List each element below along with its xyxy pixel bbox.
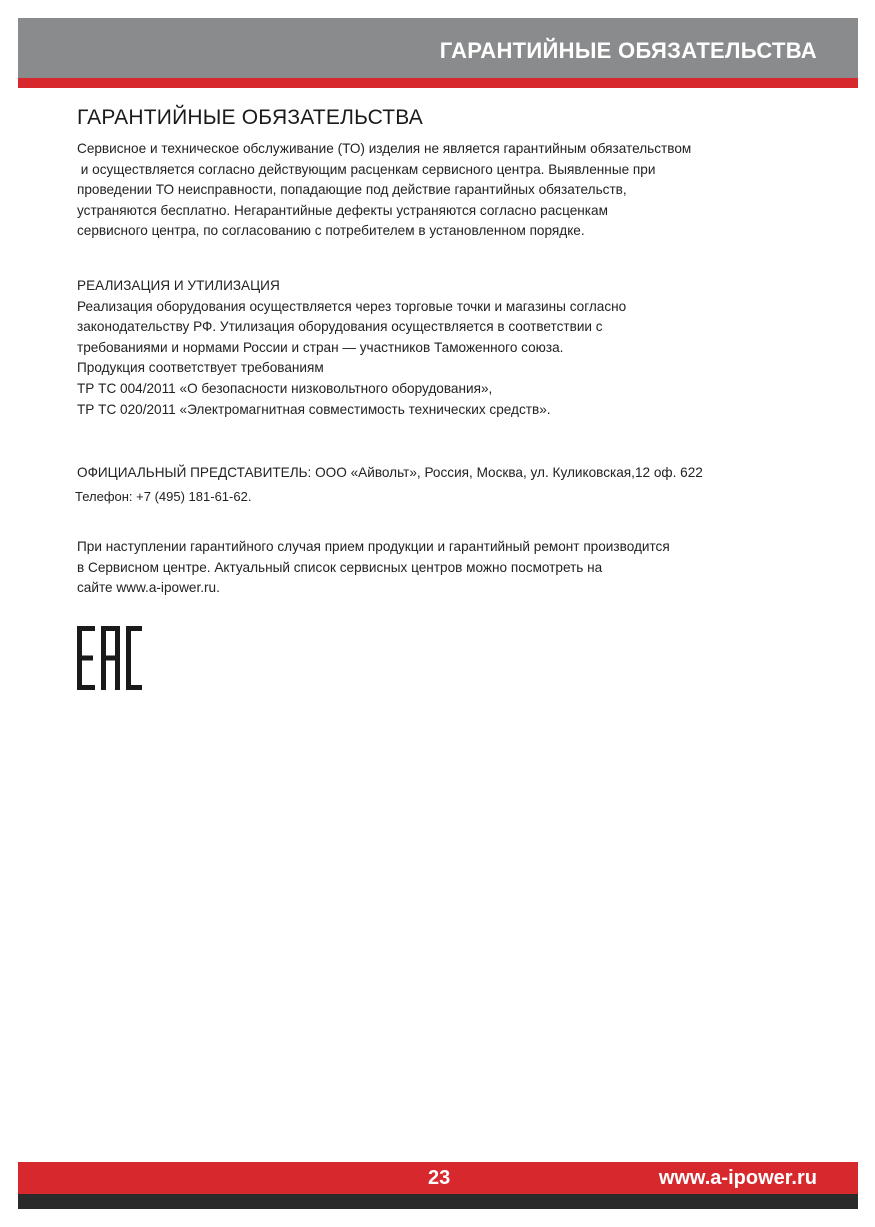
header-accent-stripe	[18, 78, 858, 88]
warranty-line: проведении ТО неисправности, попадающие под действие гарантийных обязательств,	[77, 182, 627, 198]
realization-line: Продукция соответствует требованиям	[77, 360, 324, 376]
warranty-line: и осуществляется согласно действующим расценкам сервисного центра. Выявленные при	[77, 161, 656, 177]
footer-website-link[interactable]: www.a-ipower.ru	[658, 1167, 817, 1189]
official-representative: ОФИЦИАЛЬНЫЙ ПРЕДСТАВИТЕЛЬ: ООО «Айвольт», Россия, Москва, ул. Куликовская,12 оф. 622	[77, 465, 703, 480]
page-number: 23	[428, 1167, 451, 1189]
realization-section	[77, 276, 626, 420]
realization-line: ТР ТС 004/2011 «О безопасности низковольтного оборудования»,	[77, 380, 493, 396]
service-line: При наступлении гарантийного случая прием продукции и гарантийный ремонт производится	[77, 539, 670, 554]
realization-line: ТР ТС 020/2011 «Электромагнитная совместимость технических средств».	[77, 401, 551, 417]
eac-mark-icon	[77, 626, 143, 692]
eac-certification-logo	[77, 626, 143, 697]
warranty-paragraph	[77, 139, 691, 242]
footer-dark-band	[18, 1194, 858, 1209]
warranty-line: устраняются бесплатно. Негарантийные дефекты устраняются согласно расценкам	[77, 202, 608, 218]
header-title: ГАРАНТИЙНЫЕ ОБЯЗАТЕЛЬСТВА	[439, 38, 817, 63]
realization-line: Реализация оборудования осуществляется через торговые точки и магазины согласно	[77, 298, 627, 314]
phone-number: Телефон: +7 (495) 181-61-62.	[75, 489, 252, 504]
page-title: ГАРАНТИЙНЫЕ ОБЯЗАТЕЛЬСТВА	[77, 106, 424, 129]
service-line: в Сервисном центре. Актуальный список сервисных центров можно посмотреть на	[77, 559, 603, 575]
realization-line: требованиями и нормами России и стран — участников Таможенного союза.	[77, 339, 564, 355]
realization-title: РЕАЛИЗАЦИЯ И УТИЛИЗАЦИЯ	[77, 278, 280, 293]
service-line: сайте www.a-ipower.ru.	[77, 580, 220, 596]
warranty-line: Сервисное и техническое обслуживание (ТО) изделия не является гарантийным обязательством	[77, 141, 692, 156]
warranty-line: сервисного центра, по согласованию с потребителем в установленном порядке.	[77, 223, 585, 239]
service-paragraph	[77, 537, 670, 599]
realization-line: законодательству РФ. Утилизация оборудования осуществляется в соответствии с	[77, 319, 603, 335]
